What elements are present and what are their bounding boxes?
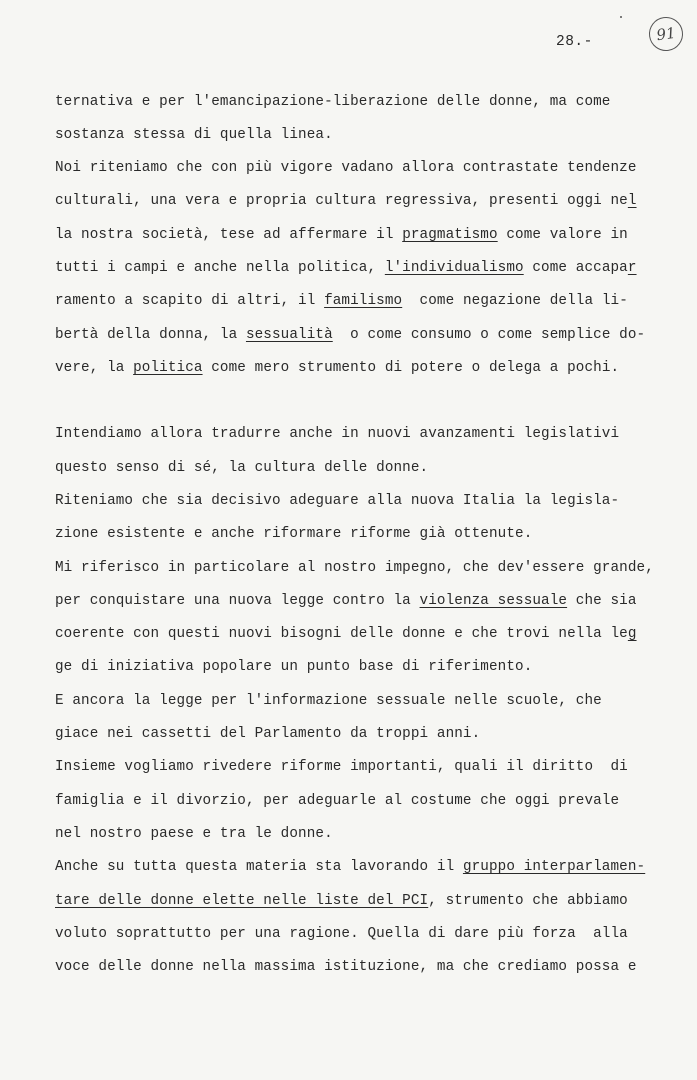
text-segment: Intendiamo allora tradurre anche in nuovi avanzamenti legislativi (55, 426, 620, 442)
page-number: 28.- (556, 34, 593, 50)
text-segment: famiglia e il divorzio, per adeguarle al costume che oggi prevale (55, 793, 620, 809)
text-line (55, 592, 637, 610)
text-segment: come mero strumento di potere o delega a pochi. (202, 360, 620, 376)
text-line (55, 858, 645, 876)
text-segment: come valore in (497, 227, 628, 243)
underlined-text: sessualità (245, 327, 333, 343)
text-segment: ge di iniziativa popolare un punto base di riferimento. (55, 659, 533, 675)
text-segment: culturali, una vera e propria cultura regressiva, presenti oggi ne (55, 193, 628, 209)
text-line (55, 226, 628, 244)
text-segment: voce delle donne nella massima istituzione, ma che crediamo possa e (55, 959, 637, 975)
underlined-text: l'individualismo (384, 260, 524, 276)
text-segment: Insieme vogliamo rivedere riforme importanti, quali il diritto di (55, 759, 628, 775)
text-segment: ramento a scapito di altri, il (55, 293, 325, 309)
text-line (55, 525, 532, 543)
text-segment: come negazione della li- (402, 293, 628, 309)
text-line (55, 692, 602, 710)
underlined-text: g (627, 626, 637, 642)
text-line (55, 192, 637, 210)
text-segment: Noi riteniamo che con più vigore vadano allora contrastate tendenze (55, 160, 637, 176)
text-segment: nel nostro paese e tra le donne. (55, 826, 333, 842)
text-line (55, 93, 611, 111)
text-line (55, 658, 532, 676)
text-segment: Riteniamo che sia decisivo adeguare alla nuova Italia la legisla- (55, 493, 620, 509)
text-line (55, 126, 333, 144)
text-segment: come accapa (523, 260, 628, 276)
text-line (55, 459, 428, 477)
underlined-text: gruppo interparlamen- (462, 859, 646, 875)
text-segment: vere, la (55, 360, 134, 376)
text-segment: per conquistare una nuova legge contro la (55, 593, 420, 609)
text-segment: zione esistente e anche riformare riforme già ottenute. (55, 526, 533, 542)
text-segment: voluto soprattutto per una ragione. Quella di dare più forza alla (55, 926, 628, 942)
underlined-text: tare delle donne elette nelle liste del PCI (55, 893, 429, 909)
text-segment: questo senso di sé, la cultura delle donne. (55, 460, 429, 476)
text-segment: o come consumo o come semplice do- (332, 327, 646, 343)
text-line (55, 292, 628, 310)
text-segment: che sia (567, 593, 637, 609)
text-line (55, 758, 628, 776)
underlined-text: familismo (324, 293, 403, 309)
text-line (55, 492, 619, 510)
text-segment: la nostra società, tese ad affermare il (55, 227, 403, 243)
text-line (55, 259, 637, 277)
text-line (55, 725, 480, 743)
text-line (55, 792, 619, 810)
text-segment: coerente con questi nuovi bisogni delle donne e che trovi nella le (55, 626, 628, 642)
underlined-text: pragmatismo (402, 227, 498, 243)
text-line (55, 359, 619, 377)
text-segment: ternativa e per l'emancipazione-liberazione delle donne, ma come (55, 94, 611, 110)
text-line (55, 892, 628, 910)
text-line (55, 958, 637, 976)
text-line (55, 425, 619, 443)
text-line (55, 925, 628, 943)
text-line (55, 625, 637, 643)
underlined-text: l (627, 193, 637, 209)
underlined-text: violenza sessuale (419, 593, 568, 609)
text-segment: E ancora la legge per l'informazione sessuale nelle scuole, che (55, 693, 602, 709)
text-line (55, 559, 654, 577)
text-segment: Anche su tutta questa materia sta lavorando il (55, 859, 463, 875)
text-segment: bertà della donna, la (55, 327, 246, 343)
text-segment: giace nei cassetti del Parlamento da troppi anni. (55, 726, 481, 742)
text-line (55, 159, 637, 177)
text-line (55, 825, 333, 843)
archive-stamp: 91 (647, 15, 685, 53)
text-segment: tutti i campi e anche nella politica, (55, 260, 385, 276)
text-segment: sostanza stessa di quella linea. (55, 127, 333, 143)
underlined-text: r (627, 260, 637, 276)
text-segment: Mi riferisco in particolare al nostro impegno, che dev'essere grande, (55, 560, 654, 576)
text-segment: , strumento che abbiamo (428, 893, 628, 909)
text-line (55, 326, 645, 344)
ink-speck (620, 16, 622, 18)
underlined-text: politica (133, 360, 203, 376)
